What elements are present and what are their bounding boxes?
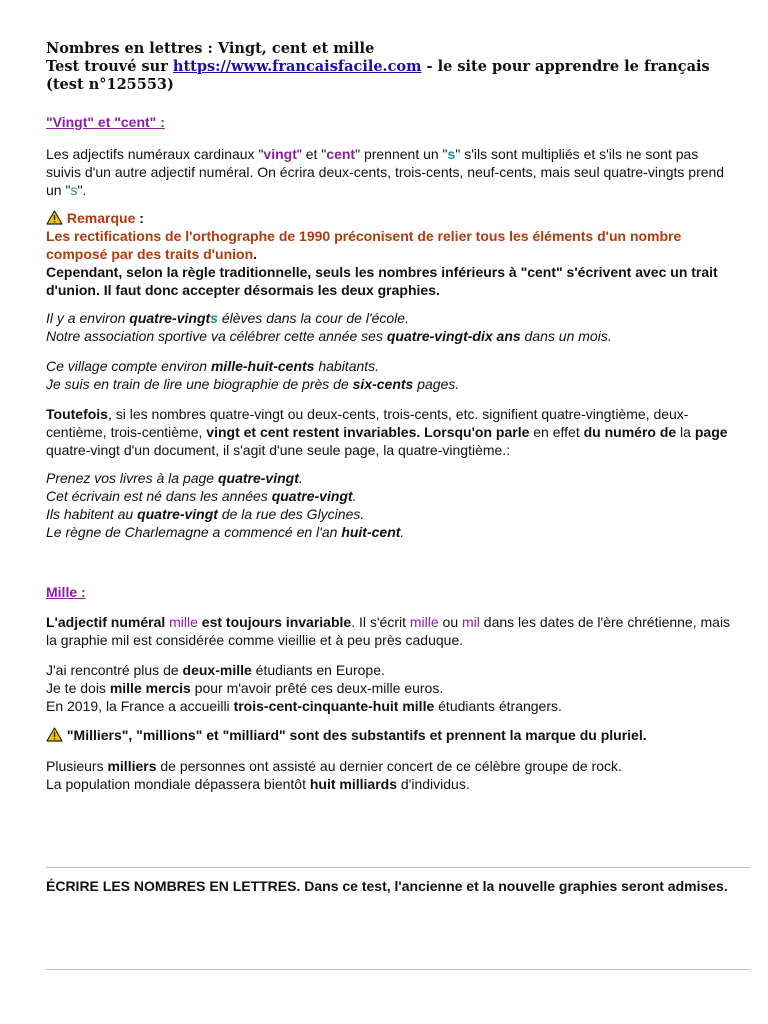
intro-text-1: Les adjectifs numéraux cardinaux " bbox=[46, 146, 264, 162]
word-vingt: vingt bbox=[263, 146, 297, 162]
example-line: Je suis en train de lire une biographie de près de six-cents pages. bbox=[46, 376, 460, 392]
warning-text: "Milliers", "millions" et "milliard" sont des substantifs et prennent la marque du pluriel. bbox=[66, 727, 647, 743]
example-line: Ils habitent au quatre-vingt de la rue des Glycines. bbox=[46, 506, 365, 522]
remark-dot: . bbox=[253, 246, 258, 262]
substantifs-warning bbox=[46, 726, 736, 744]
example-block-1 bbox=[46, 309, 736, 345]
warning-icon bbox=[46, 727, 63, 742]
source-suffix: - le site pour apprendre le français (test n°125553) bbox=[46, 58, 710, 93]
remark-label: Remarque bbox=[66, 210, 136, 226]
site-link[interactable]: https://www.francaisfacile.com bbox=[172, 58, 422, 75]
source-line bbox=[46, 58, 736, 94]
remark-rectifications: Les rectifications de l'orthographe de 1990 préconisent de relier tous les éléments d'un nombre composé par des traits d'union bbox=[46, 228, 682, 262]
letter-s-2: s bbox=[70, 182, 78, 198]
intro-text-4: " s'ils sont multipliés et s'ils ne sont pas suivis d'un autre adjectif numéral. On écrira deux-cents, trois-cents, neuf-cents, mais seul quatre-vingts prend un " bbox=[46, 146, 725, 198]
milliers-examples bbox=[46, 757, 736, 793]
example-line: Ce village compte environ mille-huit-cents habitants. bbox=[46, 358, 380, 374]
page-title: Nombres en lettres : Vingt, cent et mille bbox=[46, 40, 375, 57]
example-block-3 bbox=[46, 469, 736, 541]
document-header bbox=[46, 40, 736, 94]
example-line: Cet écrivain est né dans les années quatre-vingt. bbox=[46, 488, 357, 504]
example-line: Prenez vos livres à la page quatre-vingt. bbox=[46, 470, 303, 486]
intro-text-5: ". bbox=[77, 182, 87, 198]
remark-text bbox=[46, 227, 736, 263]
section-title-vingt-cent: "Vingt" et "cent" : bbox=[46, 114, 165, 130]
intro-text-3: " prennent un " bbox=[355, 146, 448, 162]
example-line: Plusieurs milliers de personnes ont assisté au dernier concert de ce célèbre groupe de rock. bbox=[46, 758, 622, 774]
warning-icon bbox=[46, 210, 63, 225]
divider-bottom bbox=[46, 969, 750, 970]
mille-examples bbox=[46, 661, 736, 715]
divider-top bbox=[46, 867, 750, 868]
example-block-2 bbox=[46, 357, 736, 393]
mille-rule-paragraph: L'adjectif numéral mille est toujours invariable. Il s'écrit mille ou mil dans les dates de l'ère chrétienne, mais la graphie mil est considérée comme vieillie et à peu près caduque. bbox=[46, 614, 731, 648]
example-line: Je te dois mille mercis pour m'avoir prêté ces deux-mille euros. bbox=[46, 680, 444, 696]
remark-tradition bbox=[46, 263, 736, 299]
toutefois-paragraph: Toutefois, si les nombres quatre-vingt ou deux-cents, trois-cents, etc. signifient quatre-vingtième, deux-centième, trois-centième, vingt et cent restent invariables. Lorsqu'on parle en effet du numéro de la page quatre-vingt d'un document, il s'agit d'une seule page, la quatre-vingtième.: bbox=[46, 406, 728, 458]
example-line: Notre association sportive va célébrer cette année ses quatre-vingt-dix ans dans un mois. bbox=[46, 328, 612, 344]
intro-text-2: " et " bbox=[296, 146, 327, 162]
remark-tradition-text: Cependant, selon la règle traditionnelle, seuls les nombres inférieurs à "cent" s'écrivent avec un trait d'union. Il faut donc accepter désormais les deux graphies. bbox=[46, 264, 718, 298]
example-line: Le règne de Charlemagne a commencé en l'an huit-cent. bbox=[46, 524, 405, 540]
instruction-text: ÉCRIRE LES NOMBRES EN LETTRES. Dans ce test, l'ancienne et la nouvelle graphies seront admises. bbox=[46, 878, 728, 894]
section-title-mille: Mille : bbox=[46, 584, 86, 600]
source-prefix: Test trouvé sur bbox=[46, 58, 168, 75]
remark-block bbox=[46, 209, 736, 299]
example-line: En 2019, la France a accueilli trois-cent-cinquante-huit mille étudiants étrangers. bbox=[46, 698, 562, 714]
remark-heading bbox=[46, 209, 736, 227]
example-line: La population mondiale dépassera bientôt huit milliards d'individus. bbox=[46, 776, 470, 792]
example-line: J'ai rencontré plus de deux-mille étudiants en Europe. bbox=[46, 662, 385, 678]
remark-colon: : bbox=[135, 210, 144, 226]
intro-paragraph bbox=[46, 145, 736, 199]
word-cent: cent bbox=[326, 146, 356, 162]
letter-s: s bbox=[447, 146, 456, 162]
example-line: Il y a environ quatre-vingts élèves dans la cour de l'école. bbox=[46, 310, 409, 326]
